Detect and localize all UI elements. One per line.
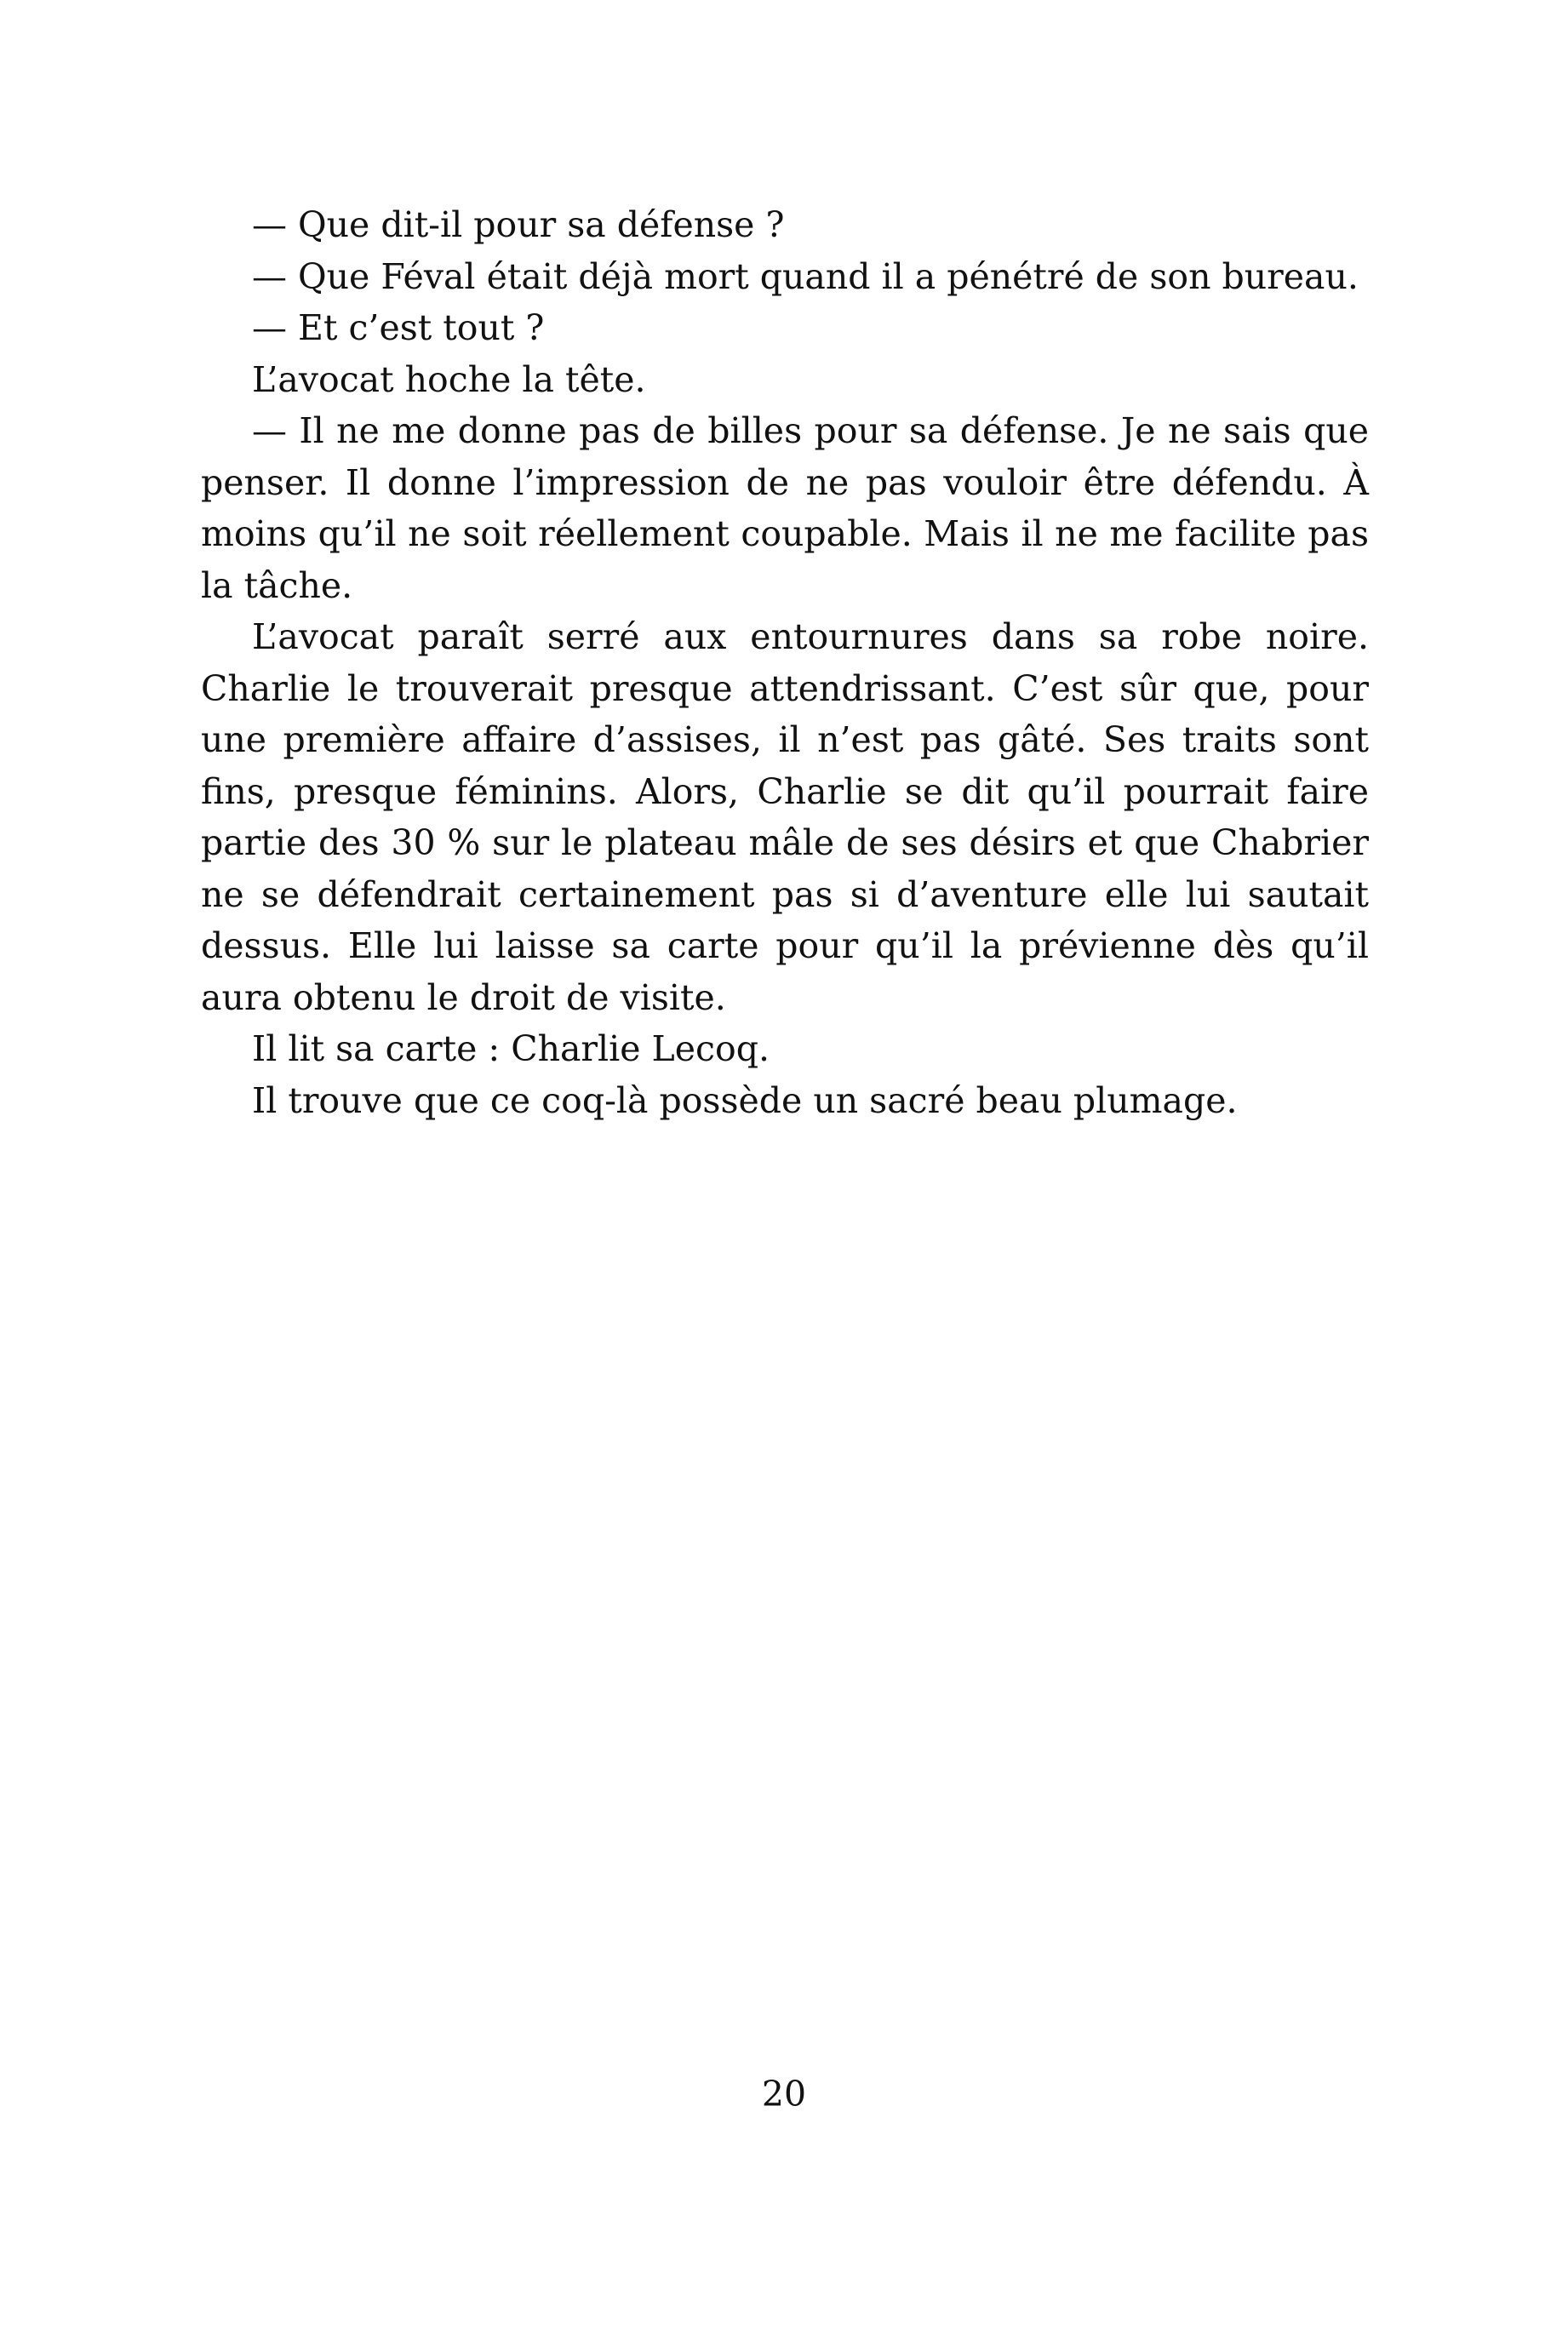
body-text [201,199,1369,1126]
dialogue-line: — Et c’est tout ? [252,307,545,348]
narration-line: Il trouve que ce coq-là possède un sacré beau plumage. [252,1079,1238,1121]
dialogue-paragraph: — Il ne me donne pas de billes pour sa défense. Je ne sais que penser. Il donne l’impression de ne pas vouloir être défendu. À moins qu’il ne soit réellement coupable. Mais il ne me facilite pas la tâche. [201,410,1369,606]
page-number: 20 [761,2074,807,2115]
dialogue-line: — Que dit-il pour sa défense ? [252,204,785,245]
narration-line: Il lit sa carte : Charlie Lecoq. [252,1028,770,1069]
dialogue-line: — Que Féval était déjà mort quand il a pénétré de son bureau. [252,255,1359,297]
narration-line: L’avocat hoche la tête. [252,358,646,400]
narration-paragraph: L’avocat paraît serré aux entournures dans sa robe noire. Charlie le trouverait presque attendrissant. C’est sûr que, pour une première affaire d’assises, il n’est pas gâté. Ses traits sont fins, presque féminins. Alors, Charlie se dit qu’il pourrait faire partie des 30 % sur le plateau mâle de ses désirs et que Chabrier ne se défendrait certainement pas si d’aventure elle lui sautait dessus. Elle lui laisse sa carte pour qu’il la prévienne dès qu’il aura obtenu le droit de visite. [201,616,1369,1018]
